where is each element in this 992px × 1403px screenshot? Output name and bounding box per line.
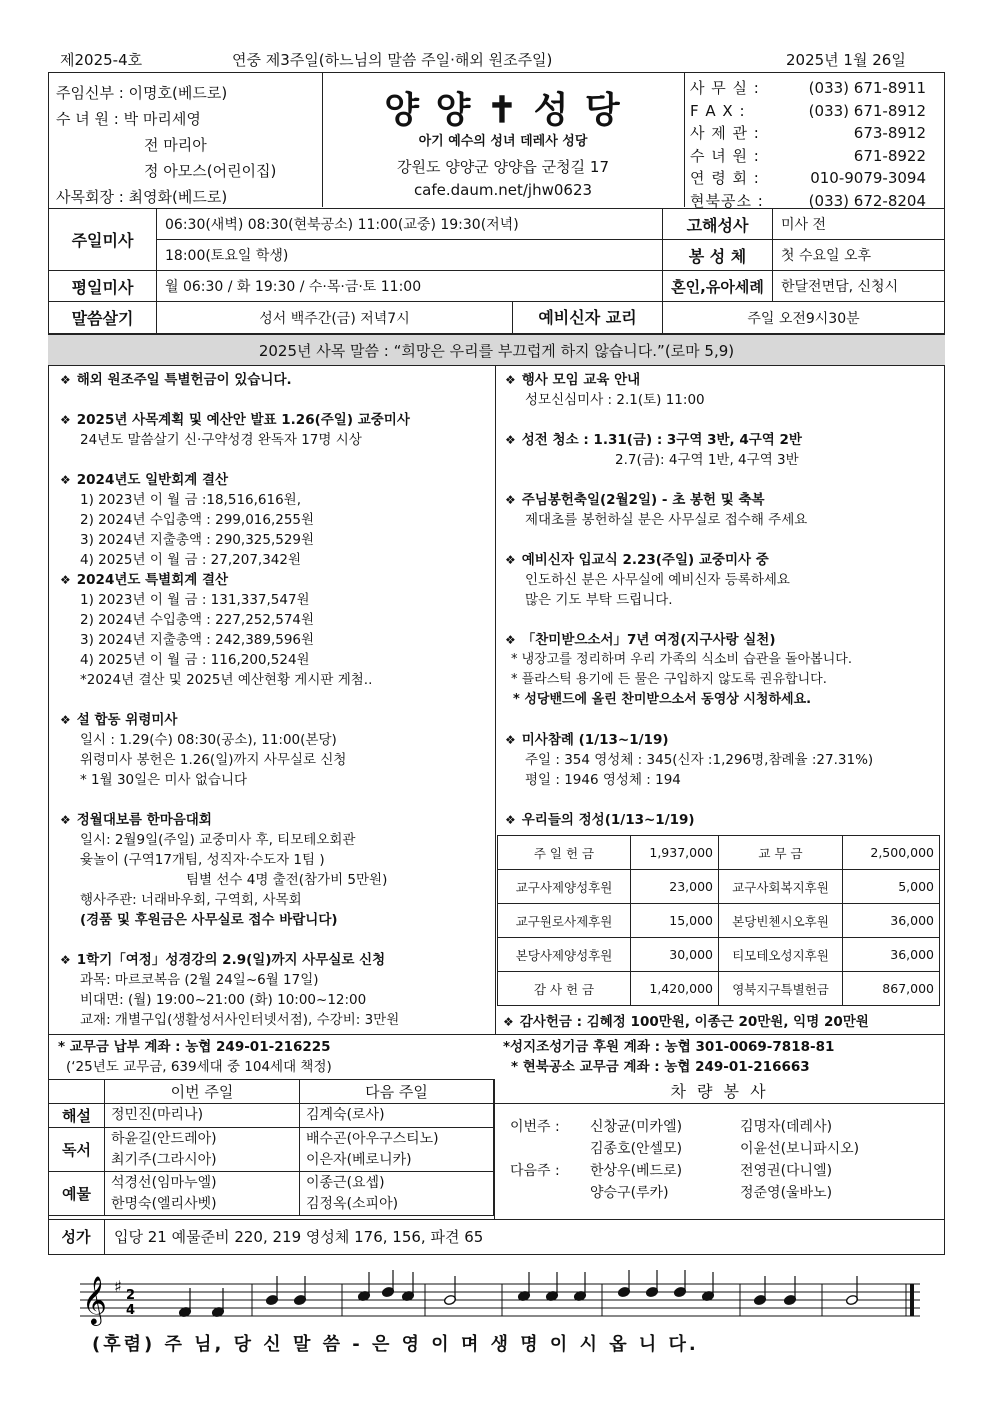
communion-value: 첫 수요일 오후 <box>773 240 945 271</box>
notice-line: 팀별 선수 4명 출전(참가비 5만원) <box>186 872 388 888</box>
vehicle-row <box>510 1116 859 1138</box>
notice-line: 2.7(금): 4구역 1반, 4구역 3반 <box>615 452 799 468</box>
word-living-value: 성서 백주간(금) 저녁7시 <box>259 310 410 327</box>
offerings-table <box>497 835 940 1006</box>
vehicle-driver: 정준영(울바노) <box>740 1185 833 1201</box>
roster-role: 독서 <box>49 1128 105 1172</box>
offering-row <box>498 972 940 1006</box>
contact-label: 현북공소 : <box>690 191 764 210</box>
offering-label: 감 사 헌 금 <box>498 972 631 1006</box>
contact-value: 673-8912 <box>853 124 926 142</box>
vehicle-driver: 이윤선(보니파시오) <box>740 1141 860 1157</box>
notice-line: 성모신심미사 : 2.1(토) 11:00 <box>525 392 705 408</box>
communion-label: 봉 성 체 <box>663 240 773 271</box>
notice-line: 윷놀이 (구역17개팀, 성직자·수도자 1팀 ) <box>80 852 325 868</box>
marriage-value: 한달전면담, 신청시 <box>773 271 945 302</box>
spacer <box>505 790 873 810</box>
word-living-label: 말씀살기 <box>49 302 157 334</box>
staff-sister-1: 수 녀 원 : 박 마리세영 <box>56 110 201 128</box>
notice-line: 행사주관: 너래바우회, 구역회, 사목회 <box>80 892 302 908</box>
sharp-icon: ♯ <box>114 1277 122 1296</box>
spacer <box>60 450 410 470</box>
roster-row <box>49 1128 494 1172</box>
thanks-offering-line: ❖ 감사헌금 : 김혜정 100만원, 이종근 20만원, 익명 20만원 <box>503 1012 869 1032</box>
notice-line: 인도하신 분은 사무실에 예비신자 등록하세요 <box>525 572 790 588</box>
notice-line: 제대초를 봉헌하실 분은 사무실로 접수해 주세요 <box>525 512 808 528</box>
next-week-header: 다음 주일 <box>300 1080 494 1104</box>
divider <box>495 366 496 1034</box>
notice-heading: ❖ 해외 원조주일 특별헌금이 있습니다. <box>60 370 410 390</box>
contact-label: F A X : <box>690 101 746 120</box>
notice-line: 평일 : 1946 영성체 : 194 <box>525 772 681 788</box>
vehicle-driver: 신창균(미카엘) <box>590 1119 683 1135</box>
offering-row <box>498 904 940 938</box>
roster-row <box>49 1104 494 1128</box>
notice-heading: ❖ 예비신자 입교식 2.23(주일) 교중미사 중 <box>505 550 873 570</box>
roster-name: 한명숙(엘리사벳) <box>111 1195 217 1212</box>
notice-line: * 성당밴드에 올린 찬미받으소서 동영상 시청하세요. <box>513 692 812 707</box>
notice-line: * 냉장고를 정리하며 우리 가족의 식소비 습관을 돌아봅니다. <box>511 652 852 667</box>
notice-line: * 플라스틱 용기에 든 물은 구입하지 않도록 권유합니다. <box>511 672 827 687</box>
notice-heading: ❖ 「찬미받으소서」7년 여정(지구사랑 실천) <box>505 630 873 650</box>
divider <box>684 72 685 207</box>
weekday-mass-label: 평일미사 <box>49 271 157 302</box>
offering-label: 영북지구특별헌금 <box>719 972 843 1006</box>
roster-name: 이은자(베로니카) <box>306 1151 412 1168</box>
notice-line: 과목: 마르코복음 (2월 24일~6월 17일) <box>80 972 319 988</box>
offering-label: 교구원로사제후원 <box>498 904 631 938</box>
notice-heading: ❖ 행사 모임 교육 안내 <box>505 370 873 390</box>
offering-label: 본당사제양성후원 <box>498 938 631 972</box>
offering-amount: 1,937,000 <box>631 836 719 870</box>
contact-list <box>690 77 926 212</box>
notice-heading: ❖ 2025년 사목계획 및 예산안 발표 1.26(주일) 교중미사 <box>60 410 410 430</box>
notice-heading: ❖ 2024년도 일반회계 결산 <box>60 470 410 490</box>
notice-heading: ❖ 설 합동 위령미사 <box>60 710 410 730</box>
offering-row <box>498 938 940 972</box>
spacer <box>60 390 410 410</box>
staff-sister-3: 정 아모스(어린이집) <box>144 162 277 180</box>
this-week-header: 이번 주일 <box>105 1080 300 1104</box>
saturday-student-mass: 18:00(토요일 학생) <box>157 240 663 271</box>
confession-value: 미사 전 <box>773 209 945 240</box>
notice-line: 주일 : 354 영성체 : 345(신자 :1,296명,참례율 :27.31%) <box>525 752 874 768</box>
mission-dues-account: * 현북공소 교무금 계좌 : 농협 249-01-216663 <box>511 1059 810 1075</box>
vehicle-driver: 한상우(베드로) <box>590 1163 683 1179</box>
notices-right-column <box>505 370 873 830</box>
pastoral-motto: 2025년 사목 말씀 : “희망은 우리를 부끄럽게 하지 않습니다.”(로마 5,9) <box>48 334 945 366</box>
vehicle-driver: 양승구(루카) <box>590 1185 669 1201</box>
offering-amount: 5,000 <box>843 870 940 904</box>
offering-row <box>498 836 940 870</box>
vehicle-driver: 김명자(데레사) <box>740 1119 833 1135</box>
spacer <box>60 790 410 810</box>
notice-heading: ❖ 주님봉헌축일(2월2일) - 초 봉헌 및 축복 <box>505 490 873 510</box>
marriage-label: 혼인,유아세례 <box>663 271 773 302</box>
vehicle-service-list <box>510 1116 859 1204</box>
offering-label: 주 일 헌 금 <box>498 836 631 870</box>
vehicle-service-title: 차 량 봉 사 <box>494 1080 945 1104</box>
roster-role: 예물 <box>49 1172 105 1216</box>
notice-line: 3) 2024년 지출총액 : 242,389,596원 <box>80 632 315 648</box>
contact-row <box>690 145 926 168</box>
spacer <box>505 710 873 730</box>
time-sig-bottom: 4 <box>126 1303 136 1318</box>
offering-amount: 2,500,000 <box>843 836 940 870</box>
notice-line: 1) 2023년 이 월 금 :18,516,616원, <box>80 492 302 508</box>
offering-amount: 23,000 <box>631 870 719 904</box>
divider <box>104 1219 105 1255</box>
spacer <box>505 410 873 430</box>
roster-name: 김정옥(소피아) <box>306 1195 399 1212</box>
offering-amount: 36,000 <box>843 938 940 972</box>
offering-amount: 1,420,000 <box>631 972 719 1006</box>
notice-heading: ❖ 정월대보름 한마음대회 <box>60 810 410 830</box>
roster-name: 이종근(요셉) <box>306 1174 385 1191</box>
notice-heading: ❖ 성전 청소 : 1.31(금) : 3구역 3반, 4구역 2반 <box>505 430 873 450</box>
spacer <box>505 470 873 490</box>
notice-line: 3) 2024년 지출총액 : 290,325,529원 <box>80 532 315 548</box>
notice-heading: ❖ 미사참례 (1/13~1/19) <box>505 730 873 750</box>
church-name: 양 양 ✝ 성 당 <box>384 89 622 131</box>
staff-list <box>56 80 276 210</box>
vehicle-driver: 김종호(안셀모) <box>590 1141 683 1157</box>
refrain-lyrics: (후렴) 주 님, 당 신 말 씀 - 은 영 이 며 생 명 이 시 옵 니 다. <box>92 1334 699 1355</box>
hymns-label: 성가 <box>61 1228 91 1246</box>
notice-line: 2) 2024년 수입총액 : 227,252,574원 <box>80 612 315 628</box>
notice-line: 2) 2024년 수입총액 : 299,016,255원 <box>80 512 315 528</box>
offering-label: 티모테오성지후원 <box>719 938 843 972</box>
notice-line: 24년도 말씀살기 신·구약성경 완독자 17명 시상 <box>80 432 362 448</box>
offering-label: 교구사회복지후원 <box>719 870 843 904</box>
contact-value: (033) 671-8911 <box>808 79 926 97</box>
contact-label: 사 무 실 : <box>690 79 760 97</box>
hymns-list: 입당 21 예물준비 220, 219 영성체 176, 156, 파견 65 <box>114 1228 484 1246</box>
vehicle-week <box>510 1138 590 1160</box>
roster-name: 하윤길(안드레아) <box>111 1130 217 1147</box>
roster-name: 정민진(마리나) <box>111 1107 204 1123</box>
vehicle-week: 이번주 : <box>510 1119 560 1135</box>
roster-role: 해설 <box>49 1104 105 1128</box>
staff-pastor: 주임신부 : 이명호(베드로) <box>56 84 228 102</box>
offering-amount: 36,000 <box>843 904 940 938</box>
vehicle-row <box>510 1182 859 1204</box>
notice-line: * 1월 30일은 미사 없습니다 <box>80 772 248 788</box>
notice-line: 비대면: (월) 19:00~21:00 (화) 10:00~12:00 <box>80 992 367 1008</box>
contact-row <box>690 167 926 190</box>
notice-line: 많은 기도 부탁 드립니다. <box>525 592 673 608</box>
contact-row <box>690 77 926 100</box>
notices-left-column <box>60 370 410 1030</box>
church-patron: 아기 예수의 성녀 데레사 성당 <box>418 134 588 149</box>
time-sig-top: 2 <box>126 1288 136 1303</box>
vehicle-week <box>510 1182 590 1204</box>
contact-row <box>690 100 926 123</box>
vehicle-row <box>510 1160 859 1182</box>
contact-value: (033) 672-8204 <box>808 191 926 210</box>
offering-row <box>498 870 940 904</box>
notice-line: 4) 2025년 이 월 금 : 27,207,342원 <box>80 552 302 568</box>
spacer <box>505 610 873 630</box>
offering-label: 교 무 금 <box>719 836 843 870</box>
notice-line: 4) 2025년 이 월 금 : 116,200,524원 <box>80 652 310 668</box>
shrine-fund-account: *성지조성기금 후원 계좌 : 농협 301-0069-7818-81 <box>503 1039 835 1055</box>
vehicle-driver: 전영권(다니엘) <box>740 1163 833 1179</box>
notice-line: 일시: 2월9일(주일) 교중미사 후, 티모테오회관 <box>80 832 356 848</box>
roster-name: 최기주(그라시아) <box>111 1151 217 1168</box>
contact-row <box>690 122 926 145</box>
confession-label: 고해성사 <box>663 209 773 240</box>
treble-clef-icon: 𝄞 <box>82 1275 107 1324</box>
dues-account: * 교무금 납부 계좌 : 농협 249-01-216225 <box>58 1039 331 1055</box>
offering-amount: 30,000 <box>631 938 719 972</box>
church-cafe-link[interactable]: cafe.daum.net/jhw0623 <box>413 181 593 199</box>
vehicle-week: 다음주 : <box>510 1163 560 1179</box>
offering-label: 본당빈첸시오후원 <box>719 904 843 938</box>
staff-council-president: 사목회장 : 최영화(베드로) <box>56 188 228 206</box>
contact-label: 수 녀 원 : <box>690 146 760 165</box>
bulletin-date: 2025년 1월 26일 <box>786 51 906 69</box>
roster-name: 김계숙(로사) <box>306 1107 385 1123</box>
roster-row <box>49 1172 494 1216</box>
notice-line: 일시 : 1.29(수) 08:30(공소), 11:00(본당) <box>80 732 337 748</box>
contact-value: (033) 671-8912 <box>808 101 926 120</box>
dues-note: (‘25년도 교무금, 639세대 중 104세대 책정) <box>66 1059 332 1075</box>
ministry-roster <box>48 1079 494 1216</box>
notice-line: 교재: 개별구입(생활성서사인터넷서점), 수강비: 3만원 <box>80 1012 400 1028</box>
notice-line: *2024년 결산 및 2025년 예산현황 게시판 게첨.. <box>80 672 373 688</box>
issue-number: 제2025-4호 <box>60 51 143 69</box>
spacer <box>505 530 873 550</box>
spacer <box>60 690 410 710</box>
weekday-mass-times: 월 06:30 / 화 19:30 / 수·목·금·토 11:00 <box>157 271 663 302</box>
divider <box>48 1034 945 1035</box>
roster-name: 배수곤(아우구스티노) <box>306 1130 439 1147</box>
contact-label: 연 령 회 : <box>690 169 760 187</box>
notice-heading: ❖ 2024년도 특별회계 결산 <box>60 570 410 590</box>
offering-label: 교구사제양성후원 <box>498 870 631 904</box>
liturgical-day: 연중 제3주일(하느님의 말씀 주일·해외 원조주일) <box>232 51 553 69</box>
contact-label: 사 제 관 : <box>690 124 760 142</box>
roster-name: 석경선(임마누엘) <box>111 1174 217 1191</box>
notice-line: 위령미사 봉헌은 1.26(일)까지 사무실로 신청 <box>80 752 347 768</box>
church-address: 강원도 양양군 양양읍 군청길 17 <box>396 158 610 176</box>
mass-schedule-table <box>48 208 945 334</box>
offering-amount: 15,000 <box>631 904 719 938</box>
notice-line: (경품 및 후원금은 사무실로 접수 바랍니다) <box>80 912 338 928</box>
vehicle-row <box>510 1138 859 1160</box>
catechumen-label: 예비신자 교리 <box>512 302 662 333</box>
staff-sister-2: 전 마리아 <box>144 136 207 154</box>
notice-heading: ❖ 1학기「여정」성경강의 2.9(일)까지 사무실로 신청 <box>60 950 410 970</box>
notice-heading: ❖ 우리들의 정성(1/13~1/19) <box>505 810 873 830</box>
catechumen-value: 주일 오전9시30분 <box>663 302 945 334</box>
contact-value: 671-8922 <box>853 146 926 165</box>
spacer <box>60 930 410 950</box>
contact-value: 010-9079-3094 <box>810 169 926 187</box>
offering-amount: 867,000 <box>843 972 940 1006</box>
notice-line: 1) 2023년 이 월 금 : 131,337,547원 <box>80 592 310 608</box>
sunday-mass-label: 주일미사 <box>49 209 157 271</box>
sunday-mass-times: 06:30(새벽) 08:30(현북공소) 11:00(교중) 19:30(저녁) <box>157 209 663 240</box>
